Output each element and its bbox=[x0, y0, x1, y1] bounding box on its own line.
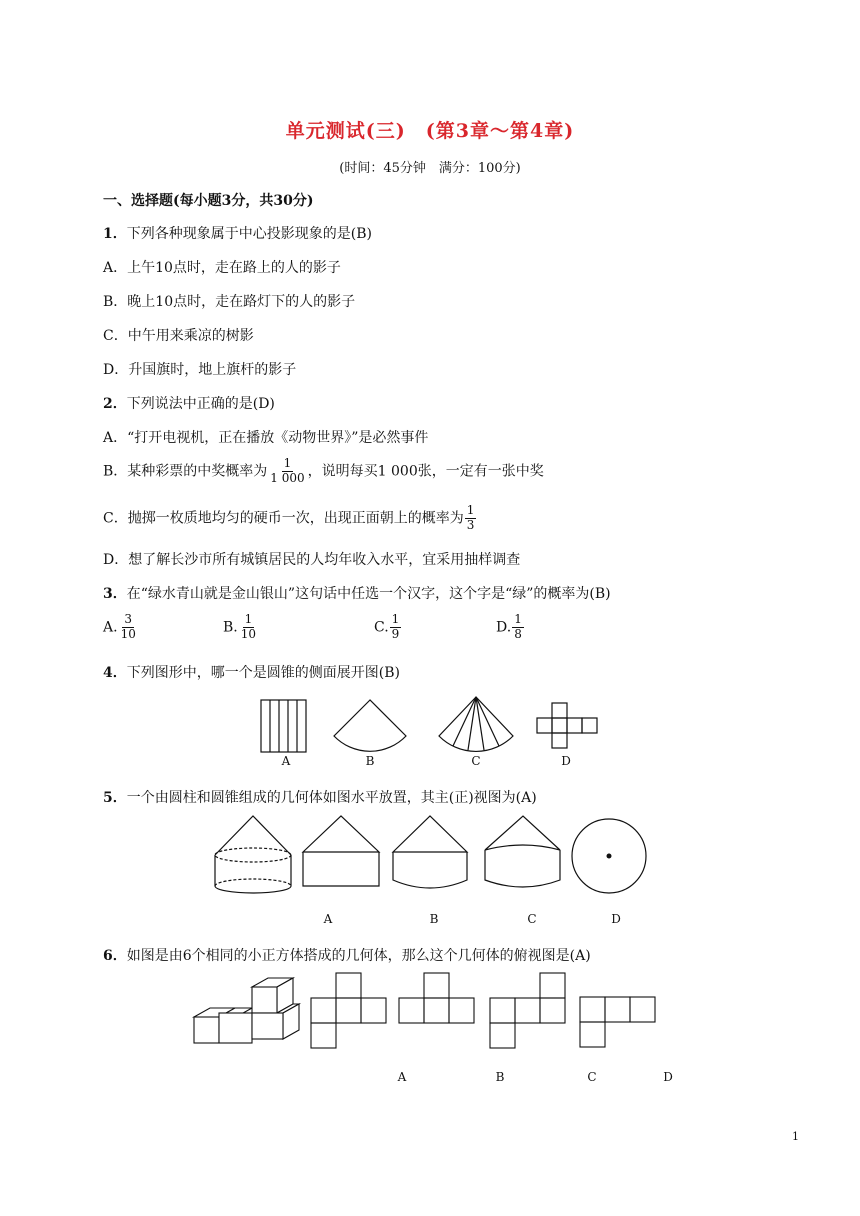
fraction-numerator: 1 bbox=[244, 612, 253, 626]
question-stem: 一个由圆柱和圆锥组成的几何体如图水平放置，其主(正)视图为(A) bbox=[126, 790, 537, 806]
q4-figures bbox=[250, 692, 610, 772]
q3-option-c bbox=[374, 613, 402, 642]
question-number: 4． bbox=[103, 665, 127, 681]
question-stem: 如图是由6个相同的小正方体搭成的几何体，那么这个几何体的俯视图是(A) bbox=[126, 948, 591, 964]
q5-figures bbox=[205, 810, 655, 935]
q1-option-a: A．上午10点时，走在路上的人的影子 bbox=[103, 260, 341, 276]
option-text: C．抛掷一枚质地均匀的硬币一次，出现正面朝上的概率为 bbox=[103, 510, 464, 527]
cube-stack-solid-figure bbox=[194, 978, 299, 1043]
fraction-denominator: 8 bbox=[514, 626, 522, 641]
top-view-option-d bbox=[580, 997, 655, 1047]
option-text: B．某种彩票的中奖概率为 bbox=[103, 463, 268, 480]
question-number: 3． bbox=[103, 586, 127, 602]
front-view-option-a bbox=[303, 816, 379, 886]
fraction-numerator: 1 bbox=[391, 612, 400, 626]
figure-label-d: D bbox=[611, 912, 621, 926]
fraction bbox=[390, 613, 402, 642]
fraction-numerator: 1 bbox=[466, 503, 475, 517]
question-stem: 下列图形中，哪一个是圆锥的侧面展开图(B) bbox=[126, 665, 400, 681]
fraction-denominator: 9 bbox=[391, 626, 400, 641]
q2-option-d: D．想了解长沙市所有城镇居民的人均年收入水平，宜采用抽样调查 bbox=[103, 552, 521, 568]
top-view-option-a bbox=[311, 973, 386, 1048]
fraction bbox=[512, 613, 524, 642]
q3-option-d bbox=[496, 613, 525, 642]
option-label: B. bbox=[223, 619, 238, 636]
figure-label-c: C bbox=[587, 1070, 597, 1084]
figure-label-d: D bbox=[663, 1070, 673, 1084]
question-number: 6． bbox=[103, 948, 127, 964]
question-number: 1． bbox=[103, 226, 127, 242]
fraction-numerator: 3 bbox=[124, 612, 133, 626]
fraction bbox=[268, 457, 306, 486]
q1-option-c: C．中午用来乘凉的树影 bbox=[103, 328, 254, 344]
question-2 bbox=[103, 393, 275, 413]
option-text: ，说明每买1 000张，一定有一张中奖 bbox=[307, 463, 544, 480]
question-stem: 下列各种现象属于中心投影现象的是(B) bbox=[126, 226, 372, 242]
fraction-denominator: 3 bbox=[466, 517, 475, 532]
fraction bbox=[239, 613, 258, 642]
q2-option-a: A．“打开电视机，正在播放《动物世界》”是必然事件 bbox=[103, 430, 429, 446]
section-heading: 一、选择题(每小题3分，共30分) bbox=[103, 193, 314, 209]
q1-option-b: B．晚上10点时，走在路灯下的人的影子 bbox=[103, 294, 356, 310]
top-view-option-c bbox=[490, 973, 565, 1048]
figure-label-c: C bbox=[527, 912, 537, 926]
q3-option-b bbox=[223, 613, 259, 642]
front-view-option-c bbox=[485, 816, 560, 887]
fraction-numerator: 1 bbox=[283, 456, 292, 470]
cube-net-figure bbox=[537, 703, 597, 748]
figure-label-b: B bbox=[429, 912, 439, 926]
figure-label-c: C bbox=[471, 754, 481, 768]
front-view-option-b bbox=[393, 816, 467, 888]
q1-option-d: D．升国旗时，地上旗杆的影子 bbox=[103, 362, 297, 378]
figure-label-a: A bbox=[323, 912, 333, 926]
figure-label-a: A bbox=[281, 754, 291, 768]
question-3 bbox=[103, 583, 611, 603]
option-label: A. bbox=[103, 619, 118, 636]
q3-option-a bbox=[103, 613, 139, 642]
segmented-sector-figure bbox=[439, 697, 513, 751]
exam-info: (时间：45分钟 满分：100分) bbox=[339, 161, 521, 176]
question-5 bbox=[103, 787, 537, 807]
rectangle-net-figure bbox=[261, 700, 306, 752]
q2-option-b bbox=[103, 457, 544, 486]
fraction-denominator: 1 000 bbox=[270, 470, 305, 485]
option-label: D. bbox=[496, 619, 512, 636]
page-title: 单元测试(三) (第3章～第4章) bbox=[285, 120, 575, 142]
fraction-denominator: 10 bbox=[240, 626, 257, 641]
option-label: C. bbox=[374, 619, 389, 636]
cylinder-cone-solid-figure bbox=[215, 816, 291, 893]
top-view-option-b bbox=[399, 973, 474, 1023]
center-point bbox=[607, 854, 612, 859]
question-4 bbox=[103, 662, 400, 682]
question-stem: 下列说法中正确的是(D) bbox=[126, 396, 275, 412]
question-6 bbox=[103, 945, 591, 965]
question-1 bbox=[103, 223, 372, 243]
figure-label-a: A bbox=[397, 1070, 407, 1084]
question-stem: 在“绿水青山就是金山银山”这句话中任选一个汉字，这个字是“绿”的概率为(B) bbox=[126, 586, 611, 602]
fraction bbox=[465, 504, 477, 533]
figure-label-b: B bbox=[365, 754, 375, 768]
q2-option-c bbox=[103, 504, 477, 533]
fraction-denominator: 10 bbox=[120, 626, 136, 641]
page-number: 1 bbox=[792, 1130, 799, 1143]
fraction-numerator: 1 bbox=[514, 612, 522, 626]
fraction bbox=[119, 613, 138, 642]
sector-figure bbox=[334, 700, 406, 751]
figure-label-b: B bbox=[495, 1070, 505, 1084]
question-number: 2． bbox=[103, 396, 127, 412]
figure-label-d: D bbox=[561, 754, 571, 768]
q6-figures bbox=[190, 970, 690, 1090]
question-number: 5． bbox=[103, 790, 127, 806]
